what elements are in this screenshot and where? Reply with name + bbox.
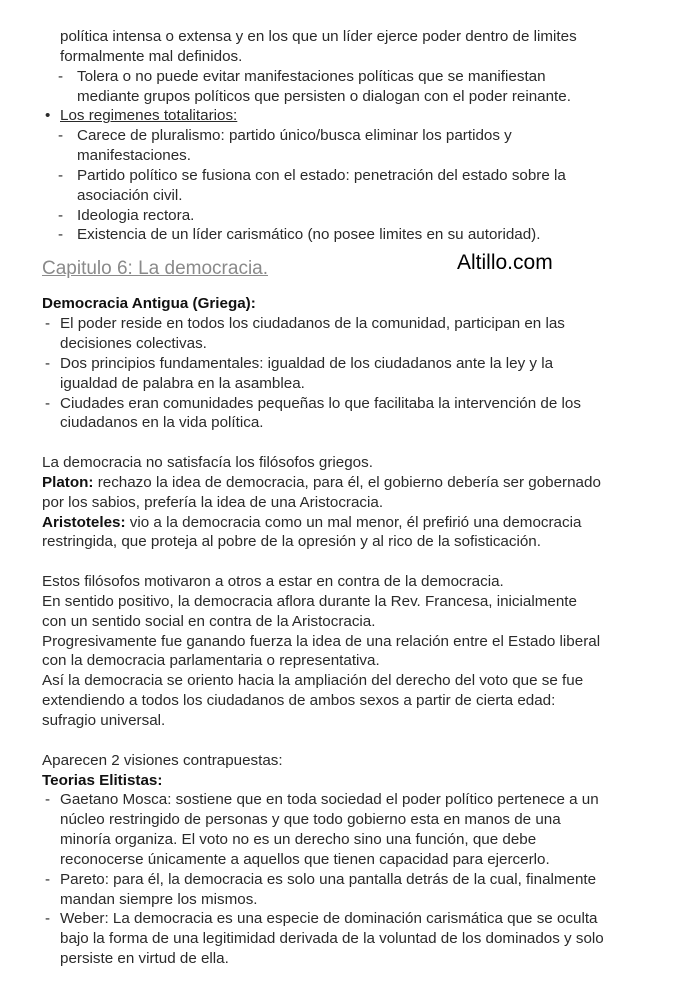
- list-item: [0, 314, 700, 354]
- text-line: Así la democracia se oriento hacia la ampliación del derecho del voto que se fue: [42, 672, 584, 690]
- paragraph: [0, 671, 700, 731]
- text-line: Democracia Antigua (Griega):: [42, 295, 256, 313]
- sub-list-item: [0, 166, 700, 206]
- text-line: Existencia de un líder carismático (no posee limites en su autoridad).: [77, 226, 541, 244]
- text-line: persiste en virtud de ella.: [60, 950, 229, 968]
- text-line: Pareto: para él, la democracia es solo una pantalla detrás de la cual, finalmente: [60, 870, 597, 888]
- text-line: mandan siempre los mismos.: [60, 890, 258, 908]
- line-text: rechazo la idea de democracia, para él, el gobierno debería ser gobernado: [93, 473, 601, 491]
- dash-icon: -: [45, 910, 51, 928]
- dash-icon: -: [45, 394, 51, 412]
- text-line: con un sentido social en contra de la Aristocracia.: [42, 612, 376, 630]
- text-line: Carece de pluralismo: partido único/busca eliminar los partidos y: [77, 127, 512, 145]
- text-line: Tolera o no puede evitar manifestaciones políticas que se manifiestan: [77, 67, 546, 85]
- text-line: [0, 513, 700, 533]
- text-line: El poder reside en todos los ciudadanos de la comunidad, participan en las: [60, 315, 565, 333]
- paragraph: [0, 751, 700, 771]
- text-line: Weber: La democracia es una especie de dominación carismática que se oculta: [60, 910, 598, 928]
- sub-list-item: [0, 206, 700, 226]
- line-text: vio a la democracia como un mal menor, él prefirió una democracia: [125, 513, 582, 531]
- text-line: Aparecen 2 visiones contrapuestas:: [42, 751, 283, 769]
- text-line: igualdad de palabra en la asamblea.: [60, 374, 305, 392]
- text-line: Ideologia rectora.: [77, 206, 195, 224]
- document-page: [0, 27, 700, 969]
- blank-line: [0, 552, 700, 572]
- text-line: Ciudades eran comunidades pequeñas lo que facilitaba la intervención de los: [60, 394, 581, 412]
- dash-icon: -: [58, 166, 64, 184]
- list-item: [0, 909, 700, 969]
- text-line: Partido político se fusiona con el estado: penetración del estado sobre la: [77, 166, 566, 184]
- paragraph-continuation: [0, 27, 700, 67]
- chapter-heading-row: [0, 251, 700, 283]
- paragraph: [0, 632, 700, 672]
- text-line: restringida, que proteja al pobre de la opresión y al rico de la sofisticación.: [42, 533, 541, 551]
- section-heading: [0, 294, 700, 314]
- paragraph: [0, 453, 700, 473]
- text-line: formalmente mal definidos.: [60, 47, 243, 65]
- paragraph: [0, 473, 700, 513]
- text-line: manifestaciones.: [77, 147, 191, 165]
- blank-line: [0, 731, 700, 751]
- bold-label: Aristoteles:: [42, 513, 126, 531]
- text-line: minoría organiza. El voto no es un derecho sino una función, que debe: [60, 831, 537, 849]
- text-line: [0, 473, 700, 493]
- list-item: [0, 394, 700, 434]
- dash-icon: -: [58, 206, 64, 224]
- chapter-heading: Capitulo 6: La democracia.: [42, 258, 269, 280]
- text-line: Estos filósofos motivaron a otros a estar en contra de la democracia.: [42, 573, 504, 591]
- dash-icon: -: [45, 791, 51, 809]
- sub-list-item: [0, 126, 700, 166]
- text-line: extendiendo a todos los ciudadanos de ambos sexos a partir de cierta edad:: [42, 692, 556, 710]
- text-line: ciudadanos en la vida política.: [60, 414, 264, 432]
- sub-list-item: [0, 67, 700, 107]
- text-line: Dos principios fundamentales: igualdad de los ciudadanos ante la ley y la: [60, 354, 554, 372]
- dash-icon: -: [58, 127, 64, 145]
- dash-icon: -: [45, 315, 51, 333]
- bullet-icon: •: [45, 107, 51, 125]
- list-item: [0, 870, 700, 910]
- list-item: [0, 354, 700, 394]
- dash-icon: -: [58, 67, 64, 85]
- text-line: por los sabios, prefería la idea de una Aristocracia.: [42, 493, 384, 511]
- watermark: Altillo.com: [457, 251, 553, 275]
- text-line: En sentido positivo, la democracia aflora durante la Rev. Francesa, inicialmente: [42, 592, 577, 610]
- dash-icon: -: [58, 226, 64, 244]
- text-line: Progresivamente fue ganando fuerza la idea de una relación entre el Estado liberal: [42, 632, 601, 650]
- text-line: La democracia no satisfacía los filósofos griegos.: [42, 454, 373, 472]
- text-line: con la democracia parlamentaria o representativa.: [42, 652, 380, 670]
- sub-list-item: [0, 225, 700, 245]
- dash-icon: -: [45, 354, 51, 372]
- dash-icon: -: [45, 870, 51, 888]
- text-line: Gaetano Mosca: sostiene que en toda sociedad el poder político pertenece a un: [60, 791, 599, 809]
- text-line: Los regimenes totalitarios:: [60, 107, 238, 125]
- text-line: política intensa o extensa y en los que un líder ejerce poder dentro de limites: [60, 28, 577, 45]
- text-line: decisiones colectivas.: [60, 334, 207, 352]
- bullet-list-item: [0, 106, 700, 126]
- blank-line: [0, 433, 700, 453]
- text-line: reconocerse únicamente a aquellos que tienen capacidad para ejercerlo.: [60, 850, 550, 868]
- list-item: [0, 790, 700, 869]
- paragraph: [0, 572, 700, 592]
- text-line: sufragio universal.: [42, 712, 166, 729]
- text-line: asociación civil.: [77, 186, 183, 204]
- paragraph: [0, 513, 700, 553]
- text-line: bajo la forma de una legitimidad derivada de la voluntad de los dominados y solo: [60, 930, 604, 948]
- text-line: Teorias Elitistas:: [42, 771, 163, 789]
- bold-label: Platon:: [42, 473, 94, 491]
- paragraph: [0, 592, 700, 632]
- section-heading: [0, 771, 700, 791]
- text-line: mediante grupos políticos que persisten o dialogan con el poder reinante.: [77, 87, 571, 105]
- text-line: núcleo restringido de personas y que todo gobierno esta en manos de una: [60, 811, 561, 829]
